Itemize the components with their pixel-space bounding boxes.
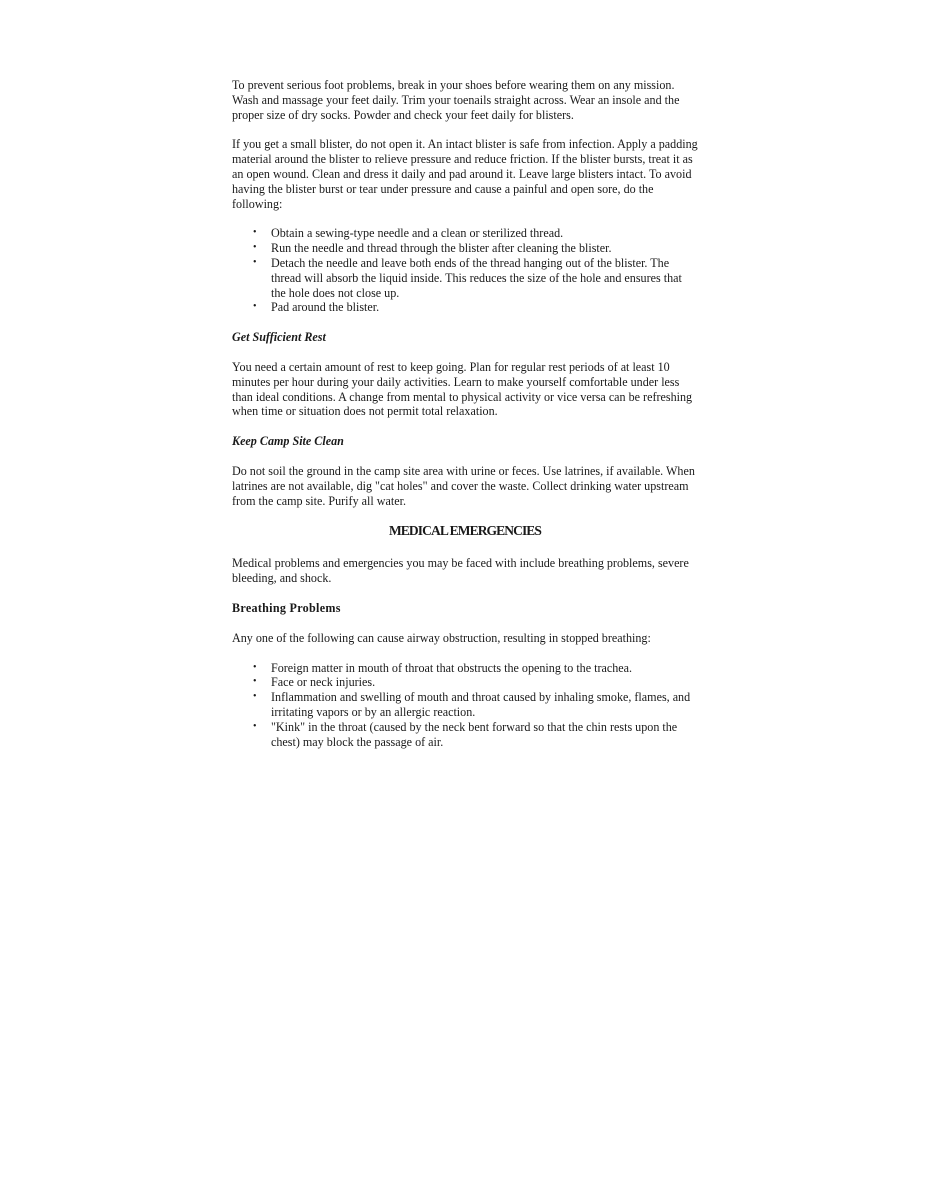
breathing-heading: Breathing Problems	[232, 600, 341, 615]
list-item: • Detach the needle and leave both ends of the thread hanging out of the blister. The thread will absorb the liquid inside. This reduces the size of the hole and ensures that the hole does not close up.	[253, 255, 682, 300]
list-item: • Face or neck injuries.	[253, 675, 376, 690]
bullet-icon: •	[253, 691, 257, 703]
bullet-icon: •	[253, 242, 257, 254]
bullet-icon: •	[253, 720, 257, 732]
camp-heading: Keep Camp Site Clean	[232, 434, 344, 449]
foot-care-paragraph: To prevent serious foot problems, break in your shoes before wearing them on any mission. Wash and massage your feet daily. Trim your toenails straight across. Wear an insole and the proper size of dry socks. Powder and check your feet daily for blisters.	[232, 78, 680, 122]
list-item: • "Kink" in the throat (caused by the neck bent forward so that the chin rests upon the chest) may block the passage of air.	[253, 719, 678, 749]
breathing-intro-paragraph: Any one of the following can cause airway obstruction, resulting in stopped breathing:	[232, 630, 651, 645]
list-item: • Inflammation and swelling of mouth and throat caused by inhaling smoke, flames, and irritating vapors or by an allergic reaction.	[253, 690, 691, 719]
list-item: • Run the needle and thread through the blister after cleaning the blister.	[253, 241, 612, 256]
bullet-icon: •	[253, 301, 257, 313]
bullet-icon: •	[253, 676, 257, 688]
rest-heading: Get Sufficient Rest	[232, 330, 326, 345]
bullet-icon: •	[253, 227, 257, 239]
camp-paragraph: Do not soil the ground in the camp site area with urine or feces. Use latrines, if available. When latrines are not available, dig "cat holes" and cover the waste. Collect drinking water upstream from the camp site. Purify all water.	[232, 463, 695, 508]
blister-paragraph: If you get a small blister, do not open it. An intact blister is safe from infection. Apply a padding material around the blister to relieve pressure and reduce friction. If the blister bursts, treat it as an open wound. Clean and dress it daily and pad around it. Leave large blisters intact. To avoid having the blister burst or tear under pressure and cause a painful and open sore, do the following:	[232, 137, 698, 211]
page-content	[232, 78, 698, 764]
breathing-causes-list	[232, 661, 698, 750]
blister-steps-list	[232, 226, 698, 315]
list-item: • Foreign matter in mouth of throat that obstructs the opening to the trachea.	[253, 660, 633, 675]
medical-intro-paragraph: Medical problems and emergencies you may be faced with include breathing problems, severe bleeding, and shock.	[232, 556, 689, 586]
section-title: MEDICAL EMERGENCIES	[388, 523, 542, 539]
rest-paragraph: You need a certain amount of rest to keep going. Plan for regular rest periods of at least 10 minutes per hour during your daily activities. Learn to make yourself comfortable under less than ideal conditions. A change from mental to physical activity or vice versa can be refreshing when time or situation does not permit total relaxation.	[232, 359, 693, 419]
list-item: • Obtain a sewing-type needle and a clean or sterilized thread.	[253, 226, 564, 241]
bullet-icon: •	[253, 256, 257, 268]
bullet-icon: •	[253, 661, 257, 673]
list-item: • Pad around the blister.	[253, 300, 380, 315]
